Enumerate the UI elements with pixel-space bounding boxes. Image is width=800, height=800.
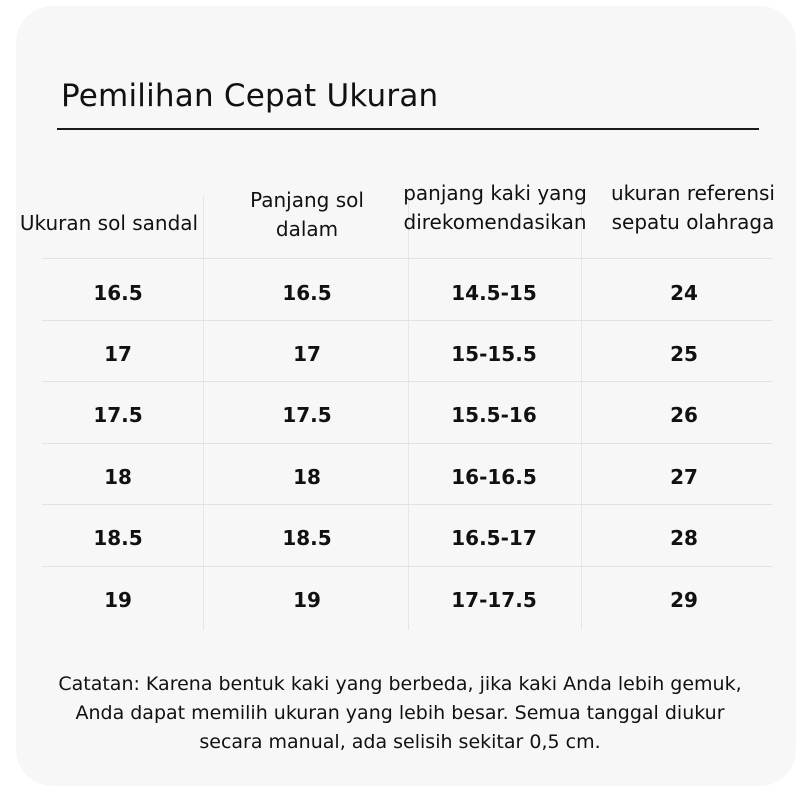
column-header-ukuran-referensi <box>598 179 788 237</box>
column-header-sol-sandal <box>14 209 204 238</box>
column-header-panjang-sol <box>207 186 407 244</box>
table-cell: 16.5 <box>282 281 332 305</box>
table-cell: 26 <box>670 403 698 427</box>
size-guide-card <box>16 6 796 786</box>
table-cell: 28 <box>670 526 698 550</box>
table-cell: 18.5 <box>282 526 332 550</box>
table-cell: 17 <box>104 342 132 366</box>
page-title: Pemilihan Cepat Ukuran <box>61 78 439 114</box>
column-divider <box>581 196 582 630</box>
table-cell: 24 <box>670 281 698 305</box>
footnote-line: Anda dapat memilih ukuran yang lebih besar. Semua tanggal diukur <box>75 702 725 724</box>
table-cell: 17.5 <box>93 403 143 427</box>
table-cell: 16.5-17 <box>451 526 537 550</box>
table-cell: 15.5-16 <box>451 403 537 427</box>
table-cell: 25 <box>670 342 698 366</box>
row-divider <box>42 504 772 505</box>
footnote-line: secara manual, ada selisih sekitar 0,5 cm. <box>199 731 601 753</box>
title-divider <box>57 128 759 130</box>
table-cell: 17-17.5 <box>451 588 537 612</box>
header-text: panjang kaki yang <box>403 181 587 205</box>
table-cell: 18.5 <box>93 526 143 550</box>
header-text: dalam <box>275 217 339 241</box>
row-divider <box>42 258 772 259</box>
table-cell: 19 <box>104 588 132 612</box>
header-text: Ukuran sol sandal <box>19 211 199 235</box>
table-cell: 15-15.5 <box>451 342 537 366</box>
column-divider <box>408 196 409 630</box>
row-divider <box>42 443 772 444</box>
footnote <box>30 670 770 757</box>
footnote-line: Catatan: Karena bentuk kaki yang berbeda, jika kaki Anda lebih gemuk, <box>58 673 742 695</box>
row-divider <box>42 566 772 567</box>
header-text: sepatu olahraga <box>611 210 775 234</box>
row-divider <box>42 320 772 321</box>
table-cell: 29 <box>670 588 698 612</box>
column-header-panjang-kaki <box>395 179 595 237</box>
table-cell: 19 <box>293 588 321 612</box>
row-divider <box>42 381 772 382</box>
table-cell: 14.5-15 <box>451 281 537 305</box>
table-cell: 16.5 <box>93 281 143 305</box>
table-cell: 18 <box>104 465 132 489</box>
table-cell: 27 <box>670 465 698 489</box>
table-cell: 16-16.5 <box>451 465 537 489</box>
header-text: direkomendasikan <box>403 210 587 234</box>
table-cell: 18 <box>293 465 321 489</box>
table-cell: 17.5 <box>282 403 332 427</box>
column-divider <box>203 196 204 630</box>
table-cell: 17 <box>293 342 321 366</box>
header-text: ukuran referensi <box>610 181 775 205</box>
header-text: Panjang sol <box>250 188 364 212</box>
